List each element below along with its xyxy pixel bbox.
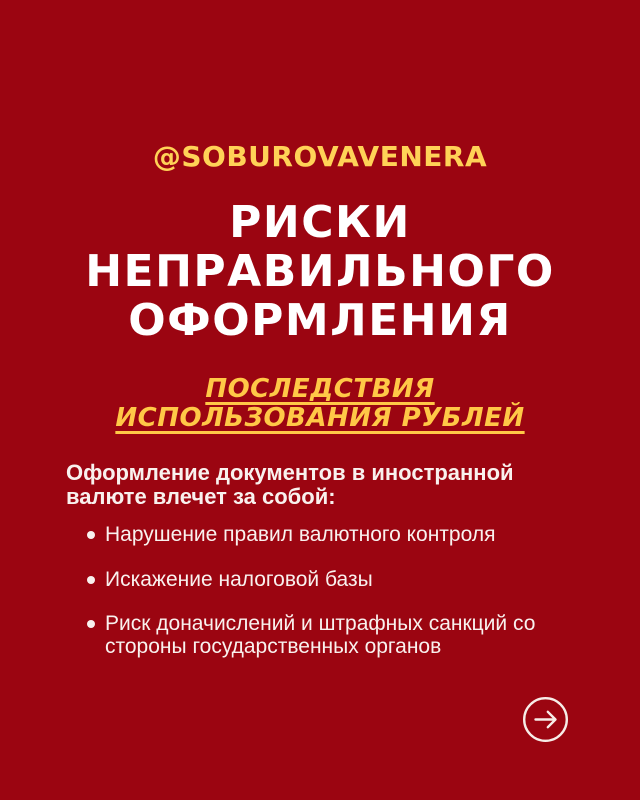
risk-list (66, 524, 576, 681)
slide-subtitle (0, 375, 640, 433)
intro-text (66, 461, 514, 509)
intro-line-2: валюте влечет за собой: (66, 484, 336, 510)
account-handle: @SOBUROVAVENERA (152, 140, 488, 173)
title-line-1: РИСКИ (229, 197, 411, 248)
intro-line-1: Оформление документов в иностранной (66, 460, 514, 485)
slide-title (0, 199, 640, 345)
arrow-right-icon (522, 696, 569, 743)
list-item: Риск доначислений и штрафных санкций со стороны государственных органов (66, 613, 576, 658)
subtitle-line-2: ИСПОЛЬЗОВАНИЯ РУБЛЕЙ (115, 403, 525, 434)
title-line-2: НЕПРАВИЛЬНОГО (85, 245, 555, 297)
title-line-3: ОФОРМЛЕНИЯ (128, 294, 512, 346)
list-item: Искажение налоговой базы (66, 569, 576, 592)
next-button[interactable] (522, 696, 569, 743)
subtitle-line-1: ПОСЛЕДСТВИЯ (205, 374, 435, 404)
list-item: Нарушение правил валютного контроля (66, 524, 576, 547)
